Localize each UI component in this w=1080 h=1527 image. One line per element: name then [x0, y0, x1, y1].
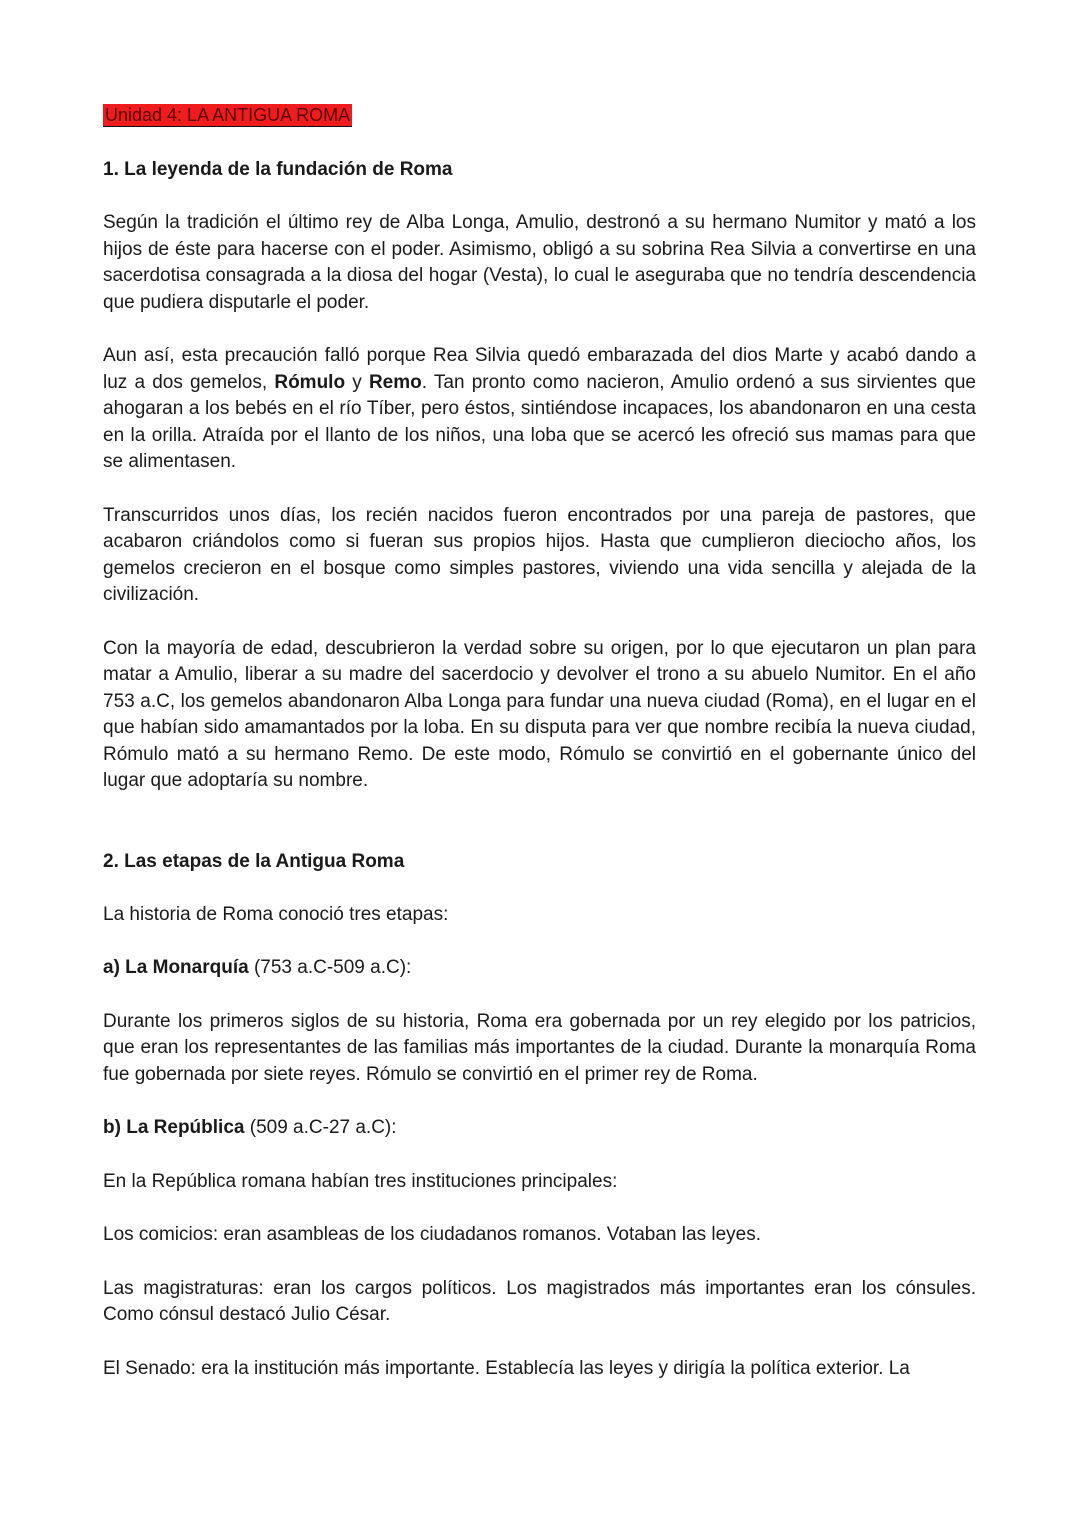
paragraph-fundacion: Con la mayoría de edad, descubrieron la verdad sobre su origen, por lo que ejecutaron un plan para matar a Amulio, liberar a su madre del sacerdocio y devolver el trono a su abuelo Numitor. En el año 753 a.C, los gemelos abandonaron Alba Longa para fundar una nueva ciudad (Roma), en el lugar en el que habían sido amamantados por la loba. En su disputa para ver que nombre recibía la nueva ciudad, Rómulo mató a su hermano Remo. De este modo, Rómulo se convirtió en el gobernante único del lugar que adoptaría su nombre.: [103, 637, 976, 791]
republica-label: b) La República: [103, 1117, 245, 1138]
paragraph-gemelos: [103, 343, 976, 476]
unit-title: Unidad 4: LA ANTIGUA ROMA: [105, 105, 351, 125]
paragraph-comicios: Los comicios: eran asambleas de los ciudadanos romanos. Votaban las leyes.: [103, 1224, 761, 1245]
paragraph-magistraturas: Las magistraturas: eran los cargos políticos. Los magistrados más importantes eran los cónsules. Como cónsul destacó Julio César.: [103, 1277, 976, 1325]
paragraph-republica-intro: En la República romana habían tres instituciones principales:: [103, 1170, 618, 1192]
paragraph-gemelos-text-a: Aun así, esta precaución falló porque Rea Silvia quedó embarazada del dios Marte y acabó dando a luz a dos gemelos,: [103, 345, 976, 393]
paragraph-pastores: Transcurridos unos días, los recién nacidos fueron encontrados por una pareja de pastores, que acabaron criándolos como si fueran sus propios hijos. Hasta que cumplieron dieciocho años, los gemelos crecieron en el bosque como simples pastores, viviendo una vida sencilla y alejada de la civilización.: [103, 504, 976, 605]
monarquia-dates: (753 a.C-509 a.C):: [248, 957, 412, 978]
republica-heading: [103, 1115, 976, 1142]
paragraph-tradicion: Según la tradición el último rey de Alba Longa, Amulio, destronó a su hermano Numitor y mató a los hijos de éste para hacerse con el poder. Asimismo, obligó a su sobrina Rea Silvia a convertirse en una sacerdotisa consagrada a la diosa del hogar (Vesta), lo cual le aseguraba que no tendría descendencia que pudiera disputarle el poder.: [103, 212, 976, 313]
paragraph-gemelos-text-b: . Tan pronto como nacieron, Amulio ordenó a sus sirvientes que ahogaran a los bebés en el río Tíber, pero éstos, sintiéndose incapaces, los abandonaron en una cesta en la orilla. Atraída por el llanto de los niños, una loba que se acercó les ofreció sus mamas para que se alimentasen.: [103, 371, 976, 472]
paragraph-senado: El Senado: era la institución más importante. Establecía las leyes y dirigía la política exterior. La: [103, 1357, 910, 1379]
name-remo: Remo: [368, 371, 422, 393]
name-romulo: Rómulo: [274, 371, 346, 393]
section-2-heading: 2. Las etapas de la Antigua Roma: [103, 850, 405, 872]
monarquia-label: a) La Monarquía: [103, 957, 249, 978]
republica-dates: (509 a.C-27 a.C):: [244, 1117, 397, 1138]
paragraph-etapas-intro: La historia de Roma conoció tres etapas:: [103, 903, 449, 925]
paragraph-monarquia: Durante los primeros siglos de su historia, Roma era gobernada por un rey elegido por los patricios, que eran los representantes de las familias más importantes de la ciudad. Durante la monarquía Roma fue gobernada por siete reyes. Rómulo se convirtió en el primer rey de Roma.: [103, 1010, 976, 1085]
conjunction-y: y: [345, 371, 369, 393]
monarquia-heading: [103, 955, 976, 982]
section-1-heading: 1. La leyenda de la fundación de Roma: [103, 159, 453, 180]
